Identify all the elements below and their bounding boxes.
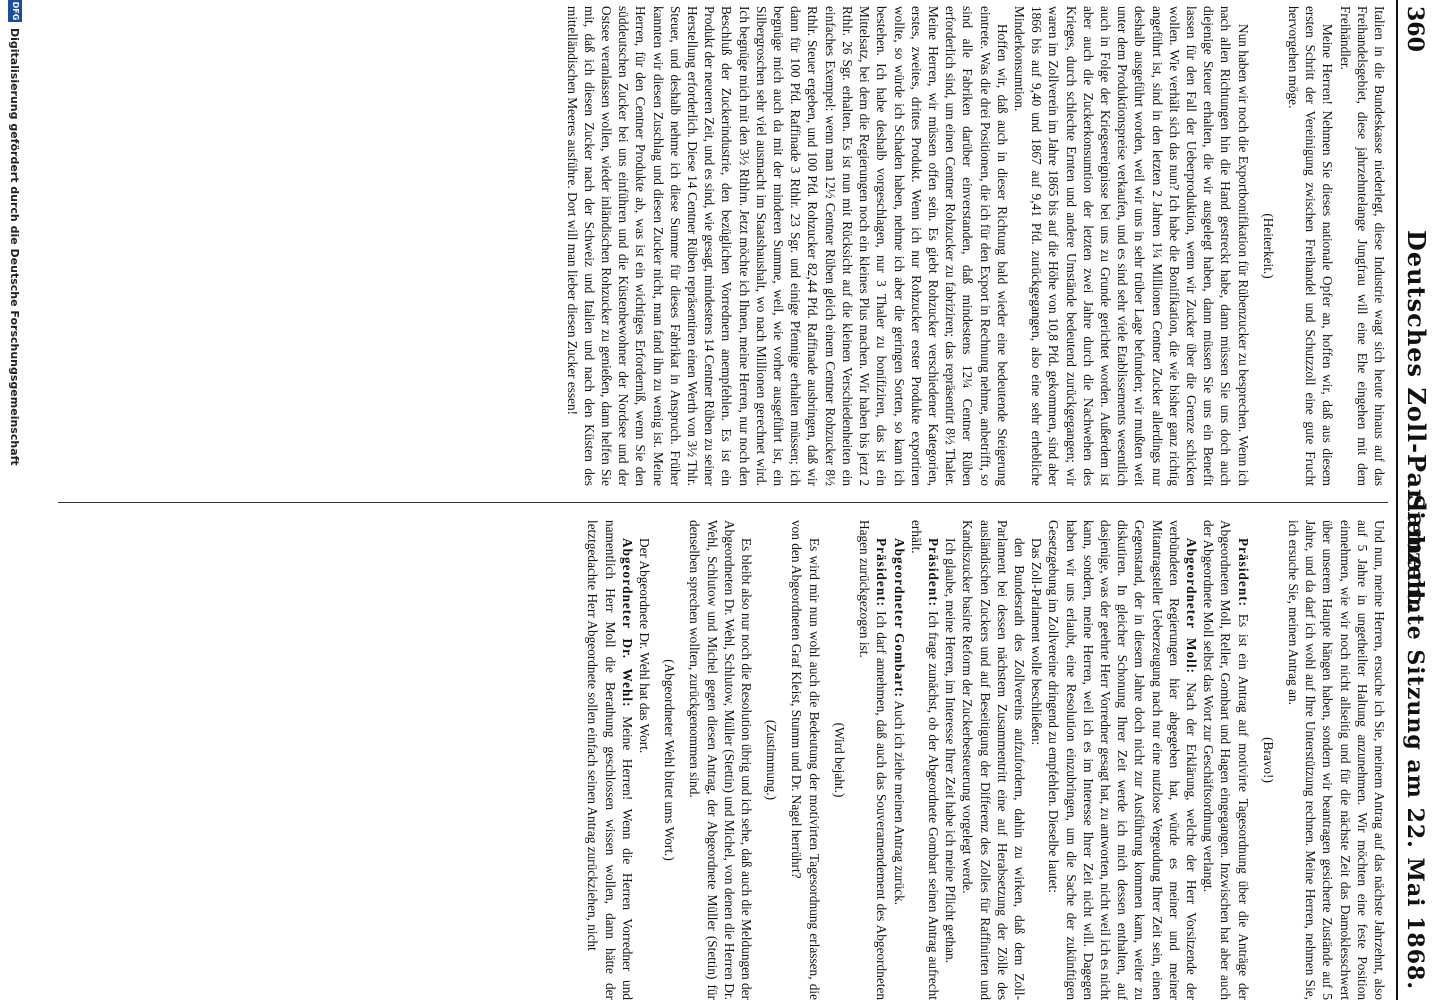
paragraph	[959, 520, 1028, 1000]
paragraph	[1200, 520, 1252, 1000]
paragraph-text: Das Zoll-Parlament wolle beschließen:	[1029, 538, 1045, 746]
paragraph-text: Ich glaube, meine Herren, im Interesse Ihrer Zeit habe ich meine Pflicht gethan.	[943, 538, 959, 963]
stage-direction-text: (Heiterkeit.)	[1260, 213, 1276, 279]
stage-direction	[1260, 6, 1277, 486]
paragraph-text: Der Abgeordnete Dr. Wehl hat das Wort.	[637, 538, 653, 754]
session-title: Siebzehnte Sitzung am 22. Mai 1868.	[1402, 494, 1428, 990]
paragraph	[942, 520, 959, 1000]
paragraph	[890, 520, 907, 1000]
stage-direction	[1260, 520, 1277, 1000]
paragraph-text: Es bleibt also nur noch die Resolution übrig und ich sehe, daß auch die Meldungen der Abgeordneten Dr. Wehl, Schlutow, Müller (Stettin) und Michel, von denen die Herren Dr. Wehl, Schlutow und Michel gegen diesen Antrag, der Abgeordnete Müller (Stettin) für denselben sprechen wollten, zurückgenommen sind.	[687, 520, 755, 1000]
dfg-logo: DFG	[8, 0, 22, 22]
speaker-name: Abgeordneter Dr. Wehl:	[619, 538, 635, 708]
page-number: 360	[1402, 6, 1428, 52]
page-header	[1396, 0, 1432, 1000]
paragraph-text: Auch ich ziehe meinen Antrag zurück.	[891, 700, 907, 906]
paragraph	[788, 520, 822, 1000]
paragraph	[584, 520, 636, 1000]
paragraph-text: Ich frage zunächst, ob der Abgeordnete Gombart seinen Antrag aufrecht erhält.	[908, 520, 941, 1000]
stage-direction	[831, 520, 848, 1000]
paragraph-text: Ich darf annehmen, daß auch das Souveramendement des Abgeordneten Hagen zurückgezogen ist.	[857, 520, 890, 1000]
paragraph-text: den Bundesrath des Zollvereins aufzufordern, dahin zu wirken, daß dem Zoll-Parlament bei dessen nächstem Zusammentritt eine auf Herabsetzung der Zölle des ausländischen Zuckers und auf Beseitigung der Differenz des Zolles für Raffinirten und Kandiszucker basirte Reform der Zuckerbesteuerung vorgelegt werde.	[960, 520, 1027, 1000]
stage-direction-text: (Wird bejaht.)	[831, 722, 847, 798]
paragraph	[1285, 520, 1388, 1000]
paragraph	[686, 520, 755, 1000]
page-footer	[4, 0, 22, 1000]
funding-note: Digitalisierung gefördert durch die Deutsche Forschungsgemeinschaft	[8, 28, 21, 466]
speaker-name: Präsident:	[925, 538, 941, 608]
stage-direction	[763, 520, 780, 1000]
paragraph	[563, 6, 1010, 486]
left-text-column	[563, 6, 1388, 486]
stage-direction	[661, 520, 678, 1000]
paragraph	[856, 520, 890, 1000]
paragraph	[908, 520, 942, 1000]
right-text-column	[584, 520, 1388, 1000]
speaker-name: Abgeordneter Moll:	[1183, 538, 1199, 675]
paragraph	[1011, 6, 1252, 486]
speaker-name: Präsident:	[1235, 538, 1251, 608]
paragraph	[1028, 520, 1045, 1000]
paragraph-text: Es wird mir nun wohl auch die Bedeutung der motivirten Tagesordnung erlassen, die von den Abgeordneten Graf Kleist, Stumm und Dr. Nagel herrührt?	[789, 520, 822, 1000]
paragraph-text: Hoffen wir, daß auch in dieser Richtung bald wieder eine bedeutende Steigerung eintrete. Was die drei Positionen, die ich für den Export in Rechnung nehme, anbetrifft, so sind alle Fabriken darüber einverstanden, daß mindestens 12¼ Centner Rüben erforderlich sind, um einen Centner Rohzucker zu fabriziren; das repräsentirt 8½ Thaler. Meine Herren, wir müssen offen sein. Es giebt Rohzucker verschiedener Kategorien, erstes, zweites, drittes Produkt. Wenn ich nur Rohzucker erster Produkte exportiren wollte, so würde ich Schaden haben, nehme ich aber die geringen Sorten, so kann ich bestehen. Ich habe deshalb vorgeschlagen, nur 3 Thaler zu bonifiziren, das ist ein Mittelsatz, bei dem die Regierungen noch ein kleines Plus machen. Wir haben bis jetzt 2 Rthlr. 26 Sgr. erhalten. Es ist nun mit Rücksicht auf die kleinen Verschiedenheiten ein einfaches Exempel: wenn man 12½ Centner Rüben gleich einem Centner Rohzucker 8½ Rthlr. Steuer ergeben, und 100 Pfd. Rohzucker 82,44 Pfd. Raffinade ausbringen, daß wir dann für 100 Pfd. Raffinade 3 Rthlr. 23 Sgr. und einige Pfennige erhalten müssen; ich begnüge mich auch da mit der minderen Summe, weil, wie vorher ausgeführt ist, ein Silbergroschen sehr viel ausmacht im Staatshaushalt, wo nach Millionen gerechnet wird. Ich begnüge mich mit den 3½ Rthlrn. Jetzt möchte ich Ihnen, meine Herren, nur noch den Beschluß der Zuckerindustrie, den bezüglichen Vorrednern anempfehlen. Es ist ein Produkt der neueren Zeit, und es sind, wie gesagt, mindestens 14 Centner Rüben zu seiner Herstellung erforderlich. Diese 14 Centner Rüben repräsentiren einen Werth von 3½ Thlr. Steuer, und deshalb nehme ich diese Summe für dieses Fabrikat in Anspruch. Früher kannten wir diesen Zuschlag und diesen Zucker nicht, man fand ihn zu wenig ist. Meine Herren, für den Centner Produkte ab, was ist ein wichtiges Erforderniß, wenn Sie den süddeutschen Zucker bei uns einführen und die Küstenbewohner der Nordsee und der Ostsee veranlassen wollen, wieder inländischen Rohzucker zu genießen, dann helfen Sie mit, daß ich diesen Zucker nach der Schweiz und Italien und nach den Küsten des mittelländischen Meeres ausführe. Dort will man lieber diesen Zucker essen!	[564, 6, 1010, 486]
stage-direction-text: (Bravo!)	[1260, 737, 1276, 783]
paragraph	[1045, 520, 1200, 1000]
speaker-name: Präsident:	[874, 538, 890, 608]
page-title: Deutsches Zoll-Parlament.	[1402, 230, 1431, 612]
paragraph	[1285, 6, 1337, 486]
speaker-name: Abgeordneter Gombart:	[891, 538, 907, 698]
paragraph-text: Italien in die Bundeskasse niederlegt, diese Industrie wagt sich heute hinaus auf das Freihandelsgebiet, diese jahrzehntelange Jungfrau will eine Ehe eingehen mit dem Freihändler.	[1337, 6, 1387, 486]
paragraph-text: Meine Herren! Nehmen Sie dieses nationale Opfer an, hoffen wir, daß aus diesem ersten Schritt der Vereinigung zwischen Freihandel und Schutzzoll eine gute Frucht hervorgehen möge.	[1285, 6, 1336, 486]
paragraph-text: Es ist ein Antrag auf motivirte Tagesordnung über die Anträge der Abgeordneten Moll, Reller, Gombart und Hagen eingegangen. Inzwischen hat aber auch der Abgeordnete Moll selbst das Wort zur Geschäftsordnung verlangt.	[1201, 520, 1251, 1000]
paragraph	[1336, 6, 1388, 486]
stage-direction-text: (Zustimmung.)	[764, 719, 780, 801]
stage-direction-text: (Abgeordneter Wehl bittet ums Wort.)	[662, 659, 678, 861]
paragraph-text: Nach der Erklärung, welche der Herr Vorsitzende der verbündeten Regierungen hier abgegeben hat, würde es meiner und meiner Mitantragsteller Ueberzeugung nach nur eine nutzlose Vergeudung Ihrer Zeit sein, einen Gegenstand, der in diesem Jahre doch nicht zur Ausführung kommen kann, weiter zu diskutiren. In gleicher Schonung Ihrer Zeit werde ich mich dessen enthalten, auf dasjenige, was der geehrte Herr Vorredner gesagt hat, zu antworten, nicht weil ich es nicht kann, sondern, meine Herren, weil ich es im Interesse Ihrer Zeit nicht will. Dagegen haben wir uns erlaubt, eine Resolution einzubringen, um die Sache der zukünftigen Gesetzgebung im Zollvereine dringend zu empfehlen. Dieselbe lautet:	[1046, 520, 1199, 1000]
column-divider	[58, 502, 1388, 503]
paragraph-text: Meine Herren! Wenn die Herren Vorredner und namentlich Herr Moll die Berathung geschlossen wissen wollen, dann hätte der letztgedachte Herr Abgeordnete sollen einfach seinen Antrag zurückziehen, nicht	[585, 520, 635, 1000]
paragraph-text: Und nun, meine Herren, ersuche ich Sie, meinem Antrag auf das nächste Jahrzehnt, also auf 5 Jahre in ungetheilter Haltung anzunehmen. Wir möchten eine feste Position einnehmen, wie wir noch nicht allseitig und für die nächste Zeit das Damoklesschwert über unserem Haupte hängen haben, sondern wir beantragen gesicherte Zustände auf 5 Jahre, und da darf ich wohl auf Ihre Unterstützung rechnen. Meine Herren, nehmen Sie, ich ersuche Sie, meinen Antrag an.	[1285, 520, 1387, 1000]
paragraph-text: Nun haben wir noch die Exportbonifikation für Rübenzucker zu besprechen. Wenn ich nach allen Richtungen hin die Hand gestreckt habe, dann müssen Sie uns doch auch diejenige Steuer erhalten, die wir ausgelegt haben, dann müssen Sie uns ein Benefit lassen für den Fall der Ueberproduktion, wenn wir Zucker über die Grenze schicken wollen. Wie verhält sich das nun? Ich habe die Bonifikation, die wie bisher ganz richtig angeführt ist, sind in den letzten 2 Jahren 1¼ Millionen Centner Zucker allerdings nur deshalb ausgeführt worden, weil wir uns in sehr trüber Lage befunden; wir mußten weit unter dem Produktionspreise verkaufen, und es sind sehr viele Etablissements wesentlich auch in Folge der Kriegsereignisse bei uns zu Grunde gerichtet worden. Außerdem ist aber auch die Zuckerkonsumtion der letzten zwei Jahre durch die Nachwehen des Krieges, durch schlechte Ernten und andere Umstände bedeutend zurückgegangen; wir waren im Zollverein im Jahre 1865 bis auf die Höhe von 10,8 Pfd. gekommen, sind aber 1866 bis auf 9,40 und 1867 auf 9,41 Pfd. zurückgegangen, also eine sehr erhebliche Minderkonsumtion.	[1011, 6, 1251, 486]
paragraph	[636, 520, 653, 1000]
